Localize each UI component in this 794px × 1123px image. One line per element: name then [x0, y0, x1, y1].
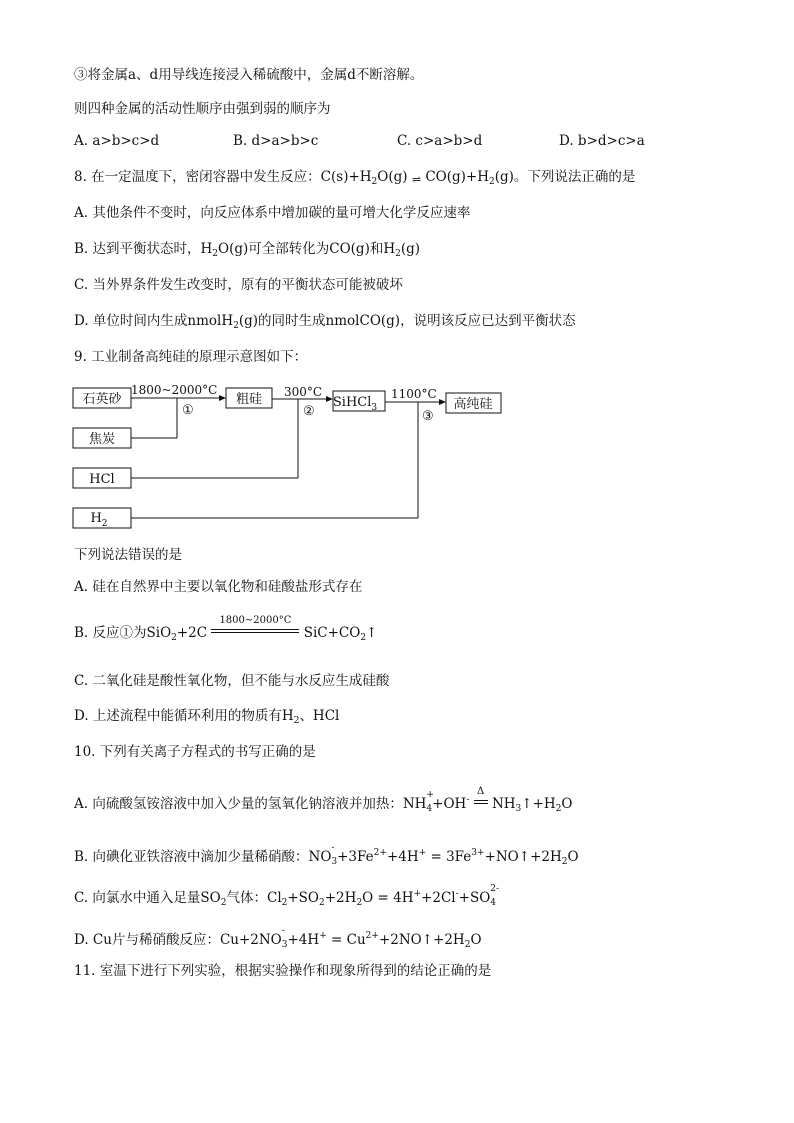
q7-option-a: A. a>b>c>d [74, 133, 160, 149]
q7-option-b: B. d>a>b>c [233, 133, 319, 149]
box-crude-silicon: 粗硅 [235, 392, 263, 407]
heating-condition: Δ [474, 795, 488, 813]
q10-option-d: D. Cu片与稀硝酸反应：Cu+2NO - $_3+4H^+ = Cu^{2+}+2NO↑+2H_2O$ [74, 926, 482, 950]
silicon-process-diagram [60, 378, 520, 530]
q9-option-b: B. 反应①为SiO$_2$+2C 1800~2000°C $SiC+CO_2↑$ [74, 615, 378, 643]
q9-ask: 下列说法错误的是 [74, 547, 182, 563]
q10-option-a: A. 向硫酸氢铵溶液中加入少量的氢氧化钠溶液并加热：NH + $_4$+OH- Δ $NH_3↑+H_2O$ [74, 786, 573, 814]
q7-option-d: D. b>d>c>a [559, 133, 645, 149]
reaction-condition: 1800~2000°C [211, 624, 299, 642]
q10-stem: 10. 下列有关离子方程式的书写正确的是 [74, 744, 316, 760]
temp-step-3: 1100°C [391, 387, 437, 401]
q7-option-c: C. c>a>b>d [397, 133, 483, 149]
q7-statement-3: ③将金属a、d用导线连接浸入稀硫酸中，金属d不断溶解。 [74, 67, 424, 83]
step-1-marker: ① [182, 403, 194, 418]
equilibrium-arrow-icon: ⇌ [411, 173, 422, 186]
step-2-marker: ② [303, 404, 315, 419]
q8-stem: 8. 在一定温度下，密闭容器中发生反应：$C(s)+H_2O(g)$ ⇌ $CO(g)+H_2(g)$。下列说法正确的是 [74, 169, 636, 187]
box-sihcl3: SiHCl$_3$ [332, 395, 378, 413]
gas-up-arrow-icon: ↑ [366, 625, 378, 641]
box-h2: $H_2$ [90, 511, 108, 529]
q9-option-c: C. 二氧化硅是酸性氧化物，但不能与水反应生成硅酸 [74, 673, 390, 689]
q9-option-a: A. 硅在自然界中主要以氧化物和硅酸盐形式存在 [74, 579, 363, 595]
q8-option-a: A. 其他条件不变时，向反应体系中增加碳的量可增大化学反应速率 [74, 205, 471, 221]
temp-step-2: 300°C [284, 385, 323, 399]
q8-option-d: D. 单位时间内生成nmolH$_2$(g)的同时生成nmolCO(g)，说明该反应已达到平衡状态 [74, 313, 576, 331]
step-3-marker: ③ [422, 409, 434, 424]
temp-step-1: 1800~2000°C [131, 383, 218, 397]
q10-option-b: B. 向碘化亚铁溶液中滴加少量稀硝酸：NO - $_3+3Fe^{2+}+4H^+$ = $3Fe^{3+}+NO↑+2H_2O$ [74, 843, 579, 867]
q8-option-c: C. 当外界条件发生改变时，原有的平衡状态可能被破坏 [74, 277, 403, 293]
q11-stem: 11. 室温下进行下列实验，根据实验操作和现象所得到的结论正确的是 [74, 963, 492, 979]
q7-conclusion: 则四种金属的活动性顺序由强到弱的顺序为 [74, 101, 331, 117]
box-quartz-sand: 石英砂 [82, 392, 122, 407]
q8-option-b: B. 达到平衡状态时，$H_2O(g)$可全部转化为CO(g)和$H_2(g)$ [74, 241, 421, 259]
q10-option-c: C. 向氯水中通入足量$SO_2$气体：$Cl_2+SO_2+2H_2O = 4H^++2Cl^-+SO$ 2- $_4$ [74, 884, 500, 908]
q9-option-d: D. 上述流程中能循环利用的物质有$H_2$、HCl [74, 708, 340, 726]
box-coke: 焦炭 [88, 432, 116, 447]
q9-stem: 9. 工业制备高纯硅的原理示意图如下： [74, 349, 308, 365]
box-hcl: HCl [89, 472, 115, 487]
box-pure-silicon: 高纯硅 [453, 397, 493, 412]
